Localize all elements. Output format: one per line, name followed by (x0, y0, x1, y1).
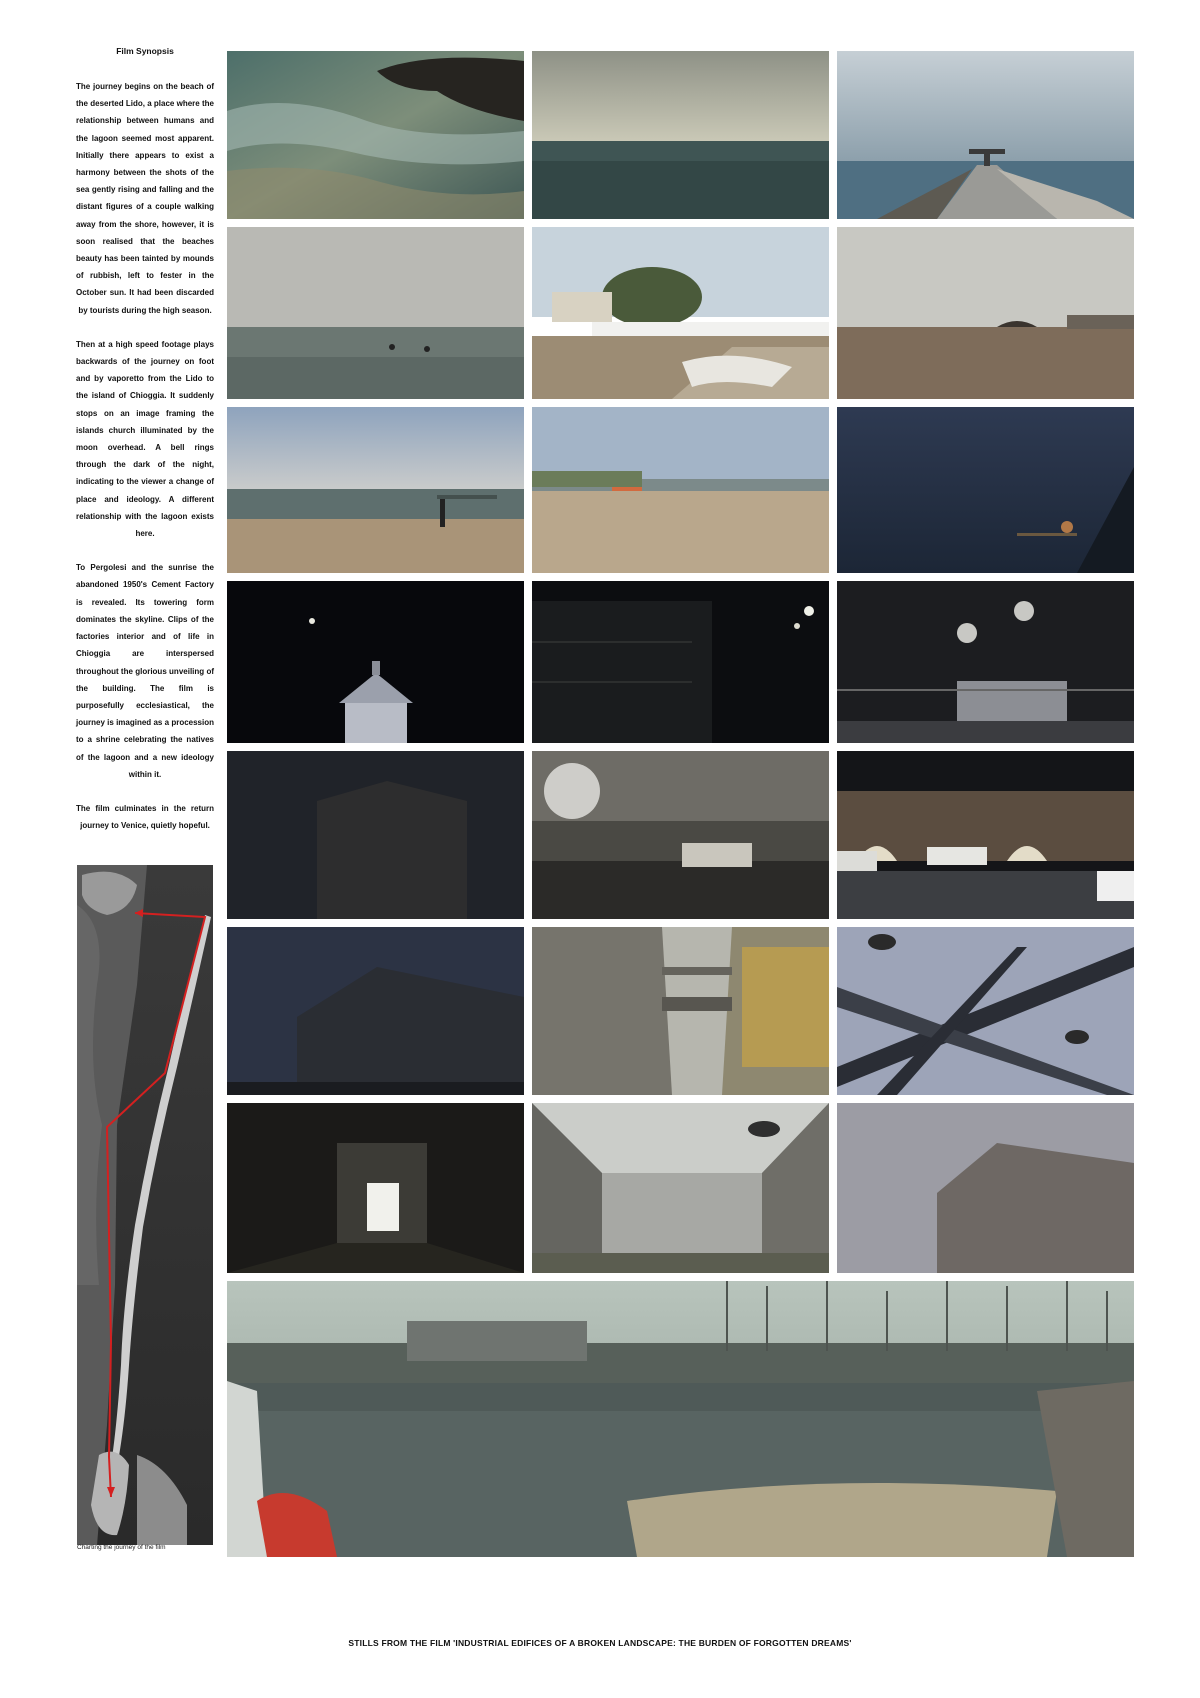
still-factory-bridge-fog (532, 927, 829, 1095)
synopsis-paragraph-1: The journey begins on the beach of the deserted Lido, a place where the relationship between humans and the lagoon seemed most apparent. Initially there appears to exist a harmony between the shots of the sea gently rising and falling and the distant figures of a couple walking away from the shore, however, it is soon realised that the beaches beauty has been tainted by mounds of rubbish, left to fester in the October sun. It had been discarded by tourists during the high season. (76, 82, 214, 315)
still-night-building-streetlight (532, 581, 829, 743)
still-factory-in-fog (837, 1103, 1134, 1273)
still-calm-sea-horizon (532, 51, 829, 219)
still-roof-trusses-lamps (837, 927, 1134, 1095)
synopsis-paragraph-3: To Pergolesi and the sunrise the abandoned 1950's Cement Factory is revealed. Its towering form dominates the skyline. Clips of the factories interior and of life in Chioggia are interspersed throughout the glorious unveiling of the building. The film is purposefully ecclesiastical, the journey is imagined as a procession to a shrine celebrating the natives of the lagoon and a new ideology within it. (76, 563, 214, 779)
still-dark-factory-silhouette (227, 751, 524, 919)
still-swimmers-sea (227, 227, 524, 399)
still-beach-rubbish-cabanas (532, 227, 829, 399)
still-dark-tunnel-light (227, 1103, 524, 1273)
still-pier-jetty (837, 51, 1134, 219)
still-empty-beach (837, 227, 1134, 399)
map-caption: Charting the journey of the film (77, 1544, 166, 1551)
still-church-moonlight (227, 581, 524, 743)
synopsis-paragraph-2: Then at a high speed footage plays backwards of the journey on foot and by vaporetto from the Lido to the island of Chioggia. It suddenly stops on an image framing the islands church illuminated by the moon overhead. A bell rings through the dark of the night, indicating to the viewer a change of place and ideology. A different relationship with the lagoon exists here. (76, 339, 214, 539)
page-footer-title: STILLS FROM THE FILM 'INDUSTRIAL EDIFICES OF A BROKEN LANDSCAPE: THE BURDEN OF FORGOTTEN DREAMS' (348, 1638, 852, 1648)
synopsis-paragraph-4: The film culminates in the return journey to Venice, quietly hopeful. (76, 803, 214, 831)
still-night-courtyard-vans (837, 751, 1134, 919)
synopsis-column (76, 46, 214, 851)
still-factory-dusk (227, 927, 524, 1095)
still-beach-walker (227, 407, 524, 573)
still-lido-waves-rocks (227, 51, 524, 219)
journey-map (77, 865, 213, 1545)
still-night-pier-lights (837, 407, 1134, 573)
synopsis-title: Film Synopsis (116, 46, 174, 56)
still-factory-interior-market (532, 751, 829, 919)
still-skylight-hall-fog (532, 1103, 829, 1273)
still-wide-beach-huts (532, 407, 829, 573)
still-harbour-return-venice (227, 1281, 1134, 1557)
still-night-fence-shed (837, 581, 1134, 743)
